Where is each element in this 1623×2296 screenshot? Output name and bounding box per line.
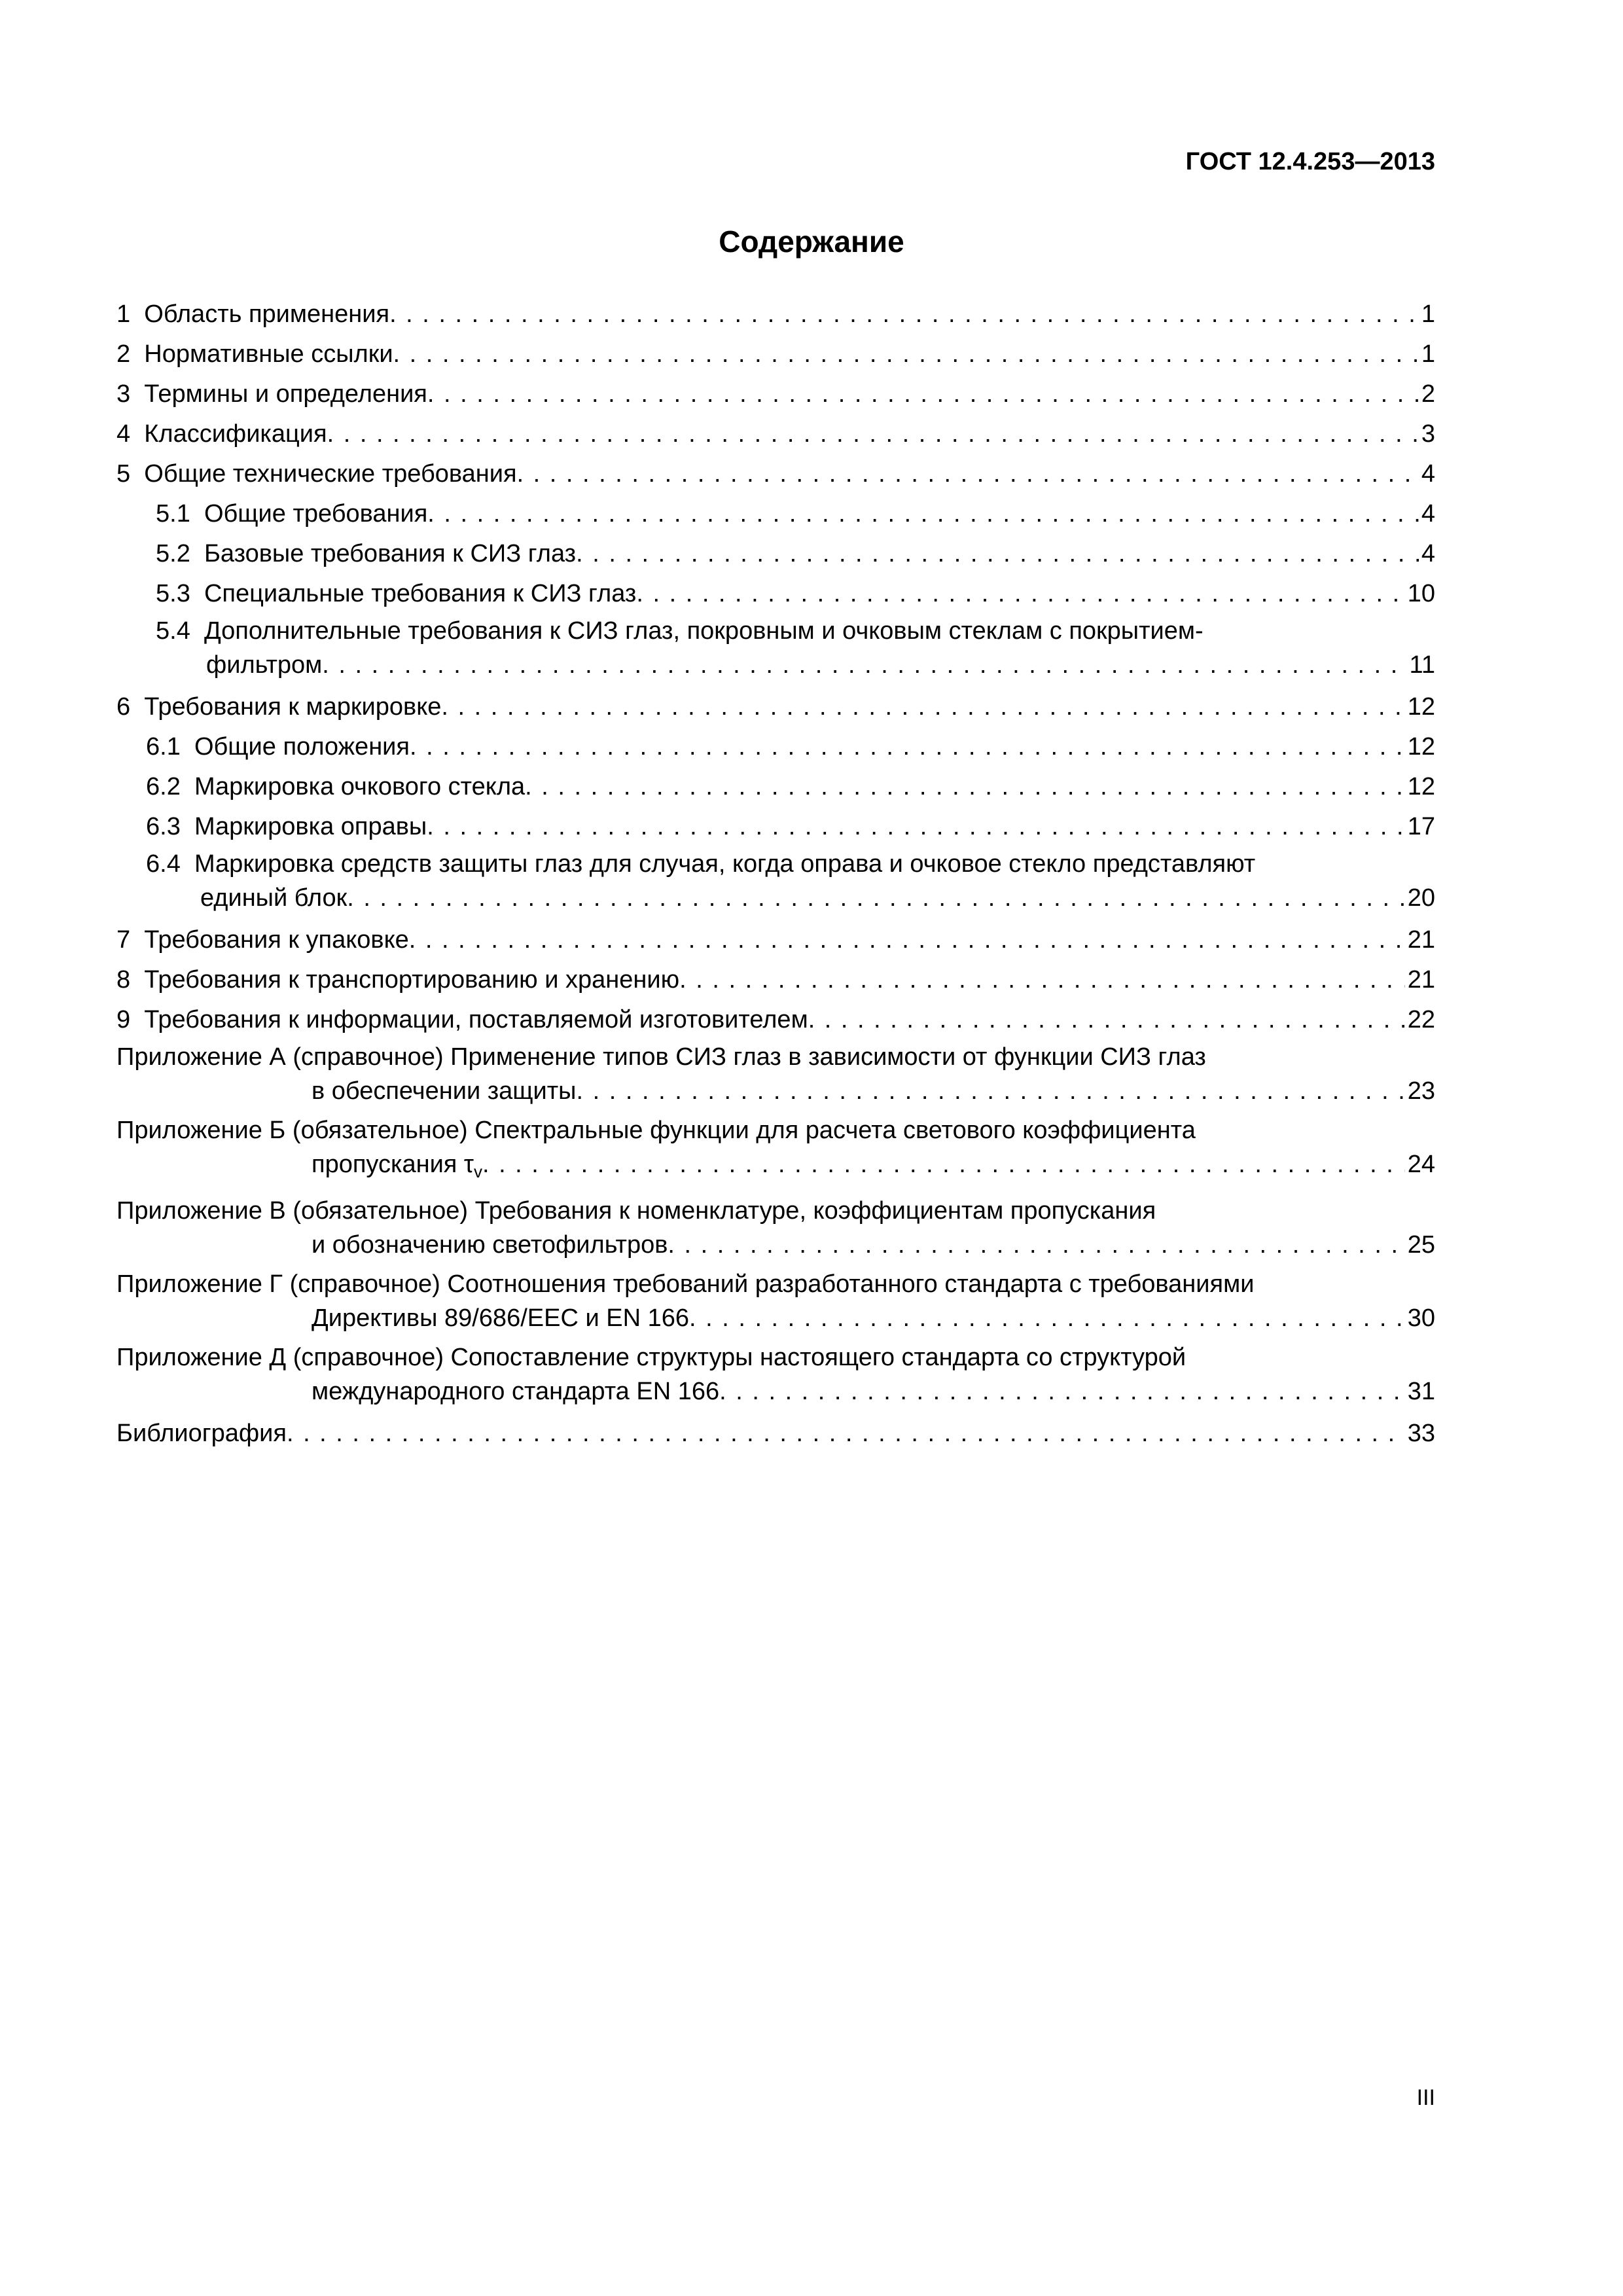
toc-entry-page: 23 bbox=[1407, 1077, 1435, 1105]
toc-entry-number: 9 bbox=[116, 1006, 131, 1033]
toc-entry-5[interactable] bbox=[116, 454, 1435, 494]
leader-dots bbox=[347, 881, 1405, 915]
toc-entry-title: Требования к информации, поставляемой изготовителем bbox=[144, 1006, 808, 1033]
toc-entry-page: 10 bbox=[1407, 580, 1435, 607]
toc-entry-7[interactable] bbox=[116, 920, 1435, 960]
leader-dots bbox=[719, 1374, 1405, 1408]
toc-entry-6-4[interactable] bbox=[116, 847, 1435, 915]
toc-entry-number: 2 bbox=[116, 340, 131, 368]
toc-entry-6-1[interactable] bbox=[116, 727, 1435, 767]
leader-dots bbox=[441, 687, 1404, 727]
toc-entry-title: Общие положения bbox=[194, 733, 410, 761]
leader-dots bbox=[668, 1228, 1404, 1262]
toc-entry-page: 20 bbox=[1407, 884, 1435, 912]
leader-dots bbox=[327, 414, 1419, 454]
toc-entry-number: 6.2 bbox=[146, 773, 181, 800]
toc-entry-number: 6 bbox=[116, 693, 131, 721]
toc-entry-title: Классификация bbox=[144, 420, 327, 448]
leader-dots bbox=[525, 767, 1405, 807]
toc-entry-number: 8 bbox=[116, 966, 131, 994]
toc-entry-2[interactable] bbox=[116, 334, 1435, 374]
toc-entry-number: 1 bbox=[116, 300, 131, 328]
toc-entry-page: 4 bbox=[1421, 500, 1435, 528]
page-number: III bbox=[1416, 2085, 1435, 2110]
toc-entry-page: 25 bbox=[1407, 1231, 1435, 1259]
toc-entry-page: 3 bbox=[1421, 420, 1435, 448]
toc-entry-6[interactable] bbox=[116, 687, 1435, 727]
toc-entry-title-cont: и обозначению светофильтров bbox=[312, 1231, 668, 1259]
leader-dots bbox=[808, 1000, 1405, 1040]
leader-dots bbox=[322, 648, 1406, 682]
leader-dots bbox=[287, 1414, 1405, 1454]
table-of-contents bbox=[116, 295, 1435, 1454]
toc-entry-title: Приложение В (обязательное) Требования к номенклатуре, коэффициентам пропускания bbox=[116, 1197, 1156, 1225]
toc-entry-title: Библиография bbox=[116, 1420, 287, 1447]
toc-entry-4[interactable] bbox=[116, 414, 1435, 454]
toc-entry-title-cont: международного стандарта EN 166 bbox=[312, 1378, 720, 1405]
toc-appendix-d[interactable] bbox=[116, 1340, 1435, 1408]
toc-entry-title-cont: единый блок bbox=[200, 884, 348, 912]
leader-dots bbox=[517, 454, 1419, 494]
toc-entry-title-cont: пропускания τ bbox=[312, 1151, 474, 1178]
toc-entry-3[interactable] bbox=[116, 374, 1435, 414]
toc-entry-title-cont: фильтром bbox=[206, 651, 323, 679]
leader-dots bbox=[389, 295, 1419, 334]
leader-dots bbox=[636, 574, 1404, 614]
toc-appendix-v[interactable] bbox=[116, 1194, 1435, 1262]
leader-dots bbox=[427, 374, 1419, 414]
leader-dots bbox=[679, 960, 1405, 1000]
toc-entry-number: 5.2 bbox=[156, 540, 190, 567]
leader-dots bbox=[393, 334, 1419, 374]
toc-entry-title: Приложение А (справочное) Применение типов СИЗ глаз в зависимости от функции СИЗ глаз bbox=[116, 1043, 1206, 1071]
toc-entry-5-4[interactable] bbox=[116, 614, 1435, 682]
leader-dots bbox=[427, 807, 1404, 847]
toc-entry-page: 11 bbox=[1409, 651, 1435, 679]
toc-entry-title: Маркировка очкового стекла bbox=[194, 773, 526, 800]
toc-entry-6-3[interactable] bbox=[116, 807, 1435, 847]
toc-entry-title-cont: Директивы 89/686/EEC и EN 166 bbox=[312, 1304, 689, 1332]
toc-entry-title: Требования к маркировке bbox=[144, 693, 442, 721]
toc-entry-page: 1 bbox=[1421, 340, 1435, 368]
toc-entry-number: 5.1 bbox=[156, 500, 190, 528]
subscript: v bbox=[473, 1162, 482, 1181]
toc-entry-title: Приложение Б (обязательное) Спектральные функции для расчета светового коэффициента bbox=[116, 1117, 1196, 1144]
toc-entry-page: 21 bbox=[1407, 926, 1435, 954]
leader-dots bbox=[409, 920, 1405, 960]
toc-entry-title: Общие требования bbox=[204, 500, 428, 528]
toc-entry-page: 2 bbox=[1421, 380, 1435, 408]
toc-entry-page: 33 bbox=[1407, 1420, 1435, 1447]
document-id: ГОСТ 12.4.253—2013 bbox=[1185, 148, 1435, 175]
toc-entry-number: 3 bbox=[116, 380, 131, 408]
toc-entry-page: 24 bbox=[1407, 1151, 1435, 1178]
page-title: Содержание bbox=[719, 224, 904, 259]
toc-entry-number: 6.1 bbox=[146, 733, 181, 761]
toc-appendix-a[interactable] bbox=[116, 1040, 1435, 1108]
toc-appendix-g[interactable] bbox=[116, 1267, 1435, 1335]
toc-entry-page: 31 bbox=[1407, 1378, 1435, 1405]
toc-entry-number: 6.4 bbox=[146, 850, 181, 878]
toc-entry-6-2[interactable] bbox=[116, 767, 1435, 807]
toc-entry-page: 12 bbox=[1407, 733, 1435, 761]
toc-entry-title: Маркировка оправы bbox=[194, 813, 427, 840]
toc-entry-title: Специальные требования к СИЗ глаз bbox=[204, 580, 637, 607]
toc-entry-page: 17 bbox=[1407, 813, 1435, 840]
toc-entry-title: Маркировка средств защиты глаз для случая, когда оправа и очковое стекло представляют bbox=[194, 850, 1256, 878]
toc-entry-8[interactable] bbox=[116, 960, 1435, 1000]
toc-entry-number: 5.4 bbox=[156, 617, 190, 645]
toc-entry-title: Базовые требования к СИЗ глаз bbox=[204, 540, 577, 567]
toc-entry-number: 7 bbox=[116, 926, 131, 954]
toc-entry-title: Приложение Г (справочное) Соотношения требований разработанного стандарта с требованиями bbox=[116, 1270, 1255, 1298]
leader-dots bbox=[577, 1074, 1405, 1108]
toc-entry-title: Область применения bbox=[144, 300, 390, 328]
toc-entry-page: 30 bbox=[1407, 1304, 1435, 1332]
toc-entry-5-2[interactable] bbox=[116, 534, 1435, 574]
toc-entry-page: 4 bbox=[1421, 460, 1435, 488]
leader-dots bbox=[427, 494, 1419, 534]
toc-entry-page: 4 bbox=[1421, 540, 1435, 567]
leader-dots bbox=[410, 727, 1405, 767]
toc-bibliography[interactable] bbox=[116, 1414, 1435, 1454]
toc-entry-number: 5 bbox=[116, 460, 131, 488]
leader-dots bbox=[689, 1301, 1405, 1335]
toc-entry-page: 22 bbox=[1407, 1006, 1435, 1033]
toc-entry-title: Дополнительные требования к СИЗ глаз, покровным и очковым стеклам с покрытием- bbox=[204, 617, 1204, 645]
toc-entry-title: Требования к упаковке bbox=[144, 926, 409, 954]
toc-entry-5-1[interactable] bbox=[116, 494, 1435, 534]
leader-dots bbox=[482, 1147, 1405, 1181]
toc-entry-title: Требования к транспортированию и хранению bbox=[144, 966, 680, 994]
toc-entry-title: Нормативные ссылки bbox=[144, 340, 393, 368]
toc-entry-page: 12 bbox=[1407, 693, 1435, 721]
toc-entry-title: Термины и определения bbox=[144, 380, 427, 408]
toc-entry-number: 6.3 bbox=[146, 813, 181, 840]
toc-entry-title: Общие технические требования bbox=[144, 460, 517, 488]
toc-entry-1[interactable] bbox=[116, 295, 1435, 334]
toc-appendix-b[interactable] bbox=[116, 1113, 1435, 1189]
toc-entry-title-cont: в обеспечении защиты bbox=[312, 1077, 577, 1105]
toc-entry-page: 21 bbox=[1407, 966, 1435, 994]
leader-dots bbox=[576, 534, 1419, 574]
toc-entry-9[interactable] bbox=[116, 1000, 1435, 1040]
toc-entry-page: 1 bbox=[1421, 300, 1435, 328]
toc-entry-number: 5.3 bbox=[156, 580, 190, 607]
toc-entry-page: 12 bbox=[1407, 773, 1435, 800]
toc-entry-number: 4 bbox=[116, 420, 131, 448]
toc-entry-title: Приложение Д (справочное) Сопоставление структуры настоящего стандарта со структурой bbox=[116, 1344, 1186, 1371]
toc-entry-5-3[interactable] bbox=[116, 574, 1435, 614]
